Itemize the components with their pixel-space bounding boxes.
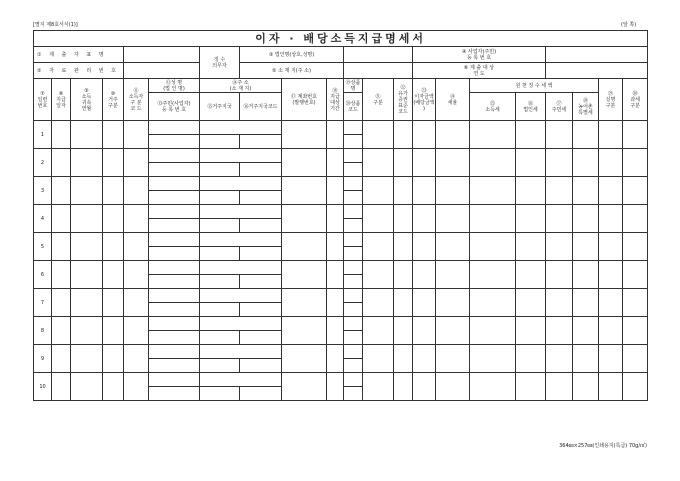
col-product-name: ⑲상품 명 <box>344 79 363 93</box>
cell[interactable] <box>623 149 648 177</box>
cell[interactable] <box>344 121 363 135</box>
form-id: [별지 제8호서식(1)] <box>33 22 78 28</box>
cell[interactable] <box>52 373 71 401</box>
cell[interactable] <box>240 387 282 401</box>
col-serial: ⑦ 일련 번호 <box>34 79 52 121</box>
cell[interactable] <box>149 149 200 163</box>
cell[interactable] <box>599 317 623 345</box>
cell[interactable] <box>282 345 327 373</box>
corp-name-value <box>344 47 413 63</box>
col-earner-code: ⑪ 소득자 구 분 코 드 <box>124 79 149 121</box>
cell[interactable] <box>282 205 327 233</box>
cell[interactable] <box>200 149 282 163</box>
cell[interactable] <box>240 247 282 261</box>
cell[interactable] <box>149 359 200 373</box>
cell[interactable] <box>623 177 648 205</box>
cell[interactable] <box>413 373 436 401</box>
cell[interactable] <box>546 373 573 401</box>
cell[interactable] <box>599 289 623 317</box>
cell[interactable] <box>200 317 282 331</box>
cell[interactable] <box>71 233 103 261</box>
cell[interactable] <box>470 289 516 317</box>
row-number: 3 <box>34 177 52 205</box>
address-label: ⑤ 소 재 지(주 소) <box>240 63 344 79</box>
cell[interactable] <box>149 135 200 149</box>
cell[interactable] <box>470 345 516 373</box>
cell[interactable] <box>470 261 516 289</box>
cell[interactable] <box>344 289 363 303</box>
cell[interactable] <box>516 373 546 401</box>
cell[interactable] <box>599 261 623 289</box>
col-security-code: ㉒ 유가 증권 표준 코드 <box>394 79 413 121</box>
cell[interactable] <box>363 149 394 177</box>
cell[interactable] <box>470 205 516 233</box>
cell[interactable] <box>344 233 363 247</box>
cell[interactable] <box>52 345 71 373</box>
cell[interactable] <box>200 163 240 177</box>
cell[interactable] <box>363 233 394 261</box>
cell[interactable] <box>240 303 282 317</box>
cell[interactable] <box>240 163 282 177</box>
cell[interactable] <box>623 261 648 289</box>
cell[interactable] <box>71 345 103 373</box>
cell[interactable] <box>327 149 344 177</box>
cell[interactable] <box>124 289 149 317</box>
cell[interactable] <box>149 331 200 345</box>
cell[interactable] <box>124 317 149 345</box>
cell[interactable] <box>149 261 200 275</box>
cell[interactable] <box>344 261 363 275</box>
cell[interactable] <box>282 177 327 205</box>
target-year-value <box>546 63 648 79</box>
cell[interactable] <box>200 177 282 191</box>
cell[interactable] <box>413 289 436 317</box>
cell[interactable] <box>599 177 623 205</box>
cell[interactable] <box>149 191 200 205</box>
cell[interactable] <box>103 205 124 233</box>
cell[interactable] <box>124 149 149 177</box>
cell[interactable] <box>573 345 599 373</box>
table-row <box>34 261 648 275</box>
data-mgmt-value <box>124 63 200 79</box>
cell[interactable] <box>394 261 413 289</box>
cell[interactable] <box>436 373 470 401</box>
cell[interactable] <box>124 373 149 401</box>
cell[interactable] <box>573 149 599 177</box>
cell[interactable] <box>436 317 470 345</box>
cell[interactable] <box>344 345 363 359</box>
col-name: ⑫성 명 (법 인 명) <box>149 79 200 93</box>
cell[interactable] <box>200 387 240 401</box>
col-resident-tax: ㉗ 주민세 <box>546 93 573 121</box>
cell[interactable] <box>436 289 470 317</box>
cell[interactable] <box>344 219 363 233</box>
submitter-value <box>124 47 200 63</box>
col-residence-code: ⑯거주지국코드 <box>240 93 282 121</box>
col-account: ⑰ 계좌번호 (발행번호) <box>282 79 327 121</box>
cell[interactable] <box>599 345 623 373</box>
col-tax-rate: ㉔ 세율 <box>436 79 470 121</box>
cell[interactable] <box>546 177 573 205</box>
cell[interactable] <box>344 205 363 219</box>
cell[interactable] <box>71 317 103 345</box>
cell[interactable] <box>71 205 103 233</box>
cell[interactable] <box>200 205 282 219</box>
cell[interactable] <box>436 121 470 149</box>
cell[interactable] <box>240 359 282 373</box>
cell[interactable] <box>546 317 573 345</box>
cell[interactable] <box>436 205 470 233</box>
cell[interactable] <box>282 373 327 401</box>
cell[interactable] <box>149 233 200 247</box>
cell[interactable] <box>623 121 648 149</box>
cell[interactable] <box>344 191 363 205</box>
cell[interactable] <box>71 121 103 149</box>
cell[interactable] <box>413 121 436 149</box>
cell[interactable] <box>546 261 573 289</box>
cell[interactable] <box>413 233 436 261</box>
cell[interactable] <box>344 275 363 289</box>
cell[interactable] <box>327 373 344 401</box>
cell[interactable] <box>103 233 124 261</box>
col-category: ㉑ 구분 <box>363 79 394 121</box>
cell[interactable] <box>413 205 436 233</box>
cell[interactable] <box>516 177 546 205</box>
table-row <box>34 345 648 359</box>
cell[interactable] <box>327 317 344 345</box>
cell[interactable] <box>344 149 363 163</box>
cell[interactable] <box>394 233 413 261</box>
cell[interactable] <box>103 345 124 373</box>
cell[interactable] <box>344 177 363 191</box>
paper-spec: 364㎜×257㎜(인쇄용지(특급) 70g/㎡) <box>559 443 647 449</box>
row-number: 10 <box>34 373 52 401</box>
col-pay-period: ⑱ 지급 대상 기간 <box>327 79 344 121</box>
cell[interactable] <box>282 289 327 317</box>
cell[interactable] <box>394 373 413 401</box>
cell[interactable] <box>344 359 363 373</box>
cell[interactable] <box>363 289 394 317</box>
cell[interactable] <box>52 205 71 233</box>
cell[interactable] <box>470 317 516 345</box>
cell[interactable] <box>124 177 149 205</box>
row-number: 1 <box>34 121 52 149</box>
table-row <box>34 149 648 163</box>
cell[interactable] <box>599 121 623 149</box>
cell[interactable] <box>470 233 516 261</box>
cell[interactable] <box>546 289 573 317</box>
cell[interactable] <box>516 121 546 149</box>
cell[interactable] <box>327 121 344 149</box>
cell[interactable] <box>103 121 124 149</box>
col-taxation: ㉚ 과세 구분 <box>623 79 648 121</box>
cell[interactable] <box>344 317 363 331</box>
cell[interactable] <box>394 149 413 177</box>
cell[interactable] <box>200 359 240 373</box>
cell[interactable] <box>71 261 103 289</box>
table-row <box>34 177 648 191</box>
cell[interactable] <box>516 233 546 261</box>
table-row <box>34 233 648 247</box>
cell[interactable] <box>516 345 546 373</box>
cell[interactable] <box>344 373 363 387</box>
cell[interactable] <box>573 261 599 289</box>
cell[interactable] <box>344 387 363 401</box>
cell[interactable] <box>470 121 516 149</box>
data-mgmt-label: ② 자 료 관 리 번 호 <box>34 63 124 79</box>
cell[interactable] <box>282 149 327 177</box>
corp-name-label: ③ 법인명(상호,성명) <box>240 47 344 63</box>
cell[interactable] <box>436 345 470 373</box>
cell[interactable] <box>436 261 470 289</box>
cell[interactable] <box>52 233 71 261</box>
cell[interactable] <box>363 261 394 289</box>
cell[interactable] <box>363 345 394 373</box>
cell[interactable] <box>200 331 240 345</box>
page-side: (앞 쪽) <box>621 22 637 28</box>
cell[interactable] <box>149 163 200 177</box>
cell[interactable] <box>516 261 546 289</box>
cell[interactable] <box>573 233 599 261</box>
cell[interactable] <box>516 289 546 317</box>
cell[interactable] <box>327 233 344 261</box>
col-residency: ⑩ 거주 구분 <box>103 79 124 121</box>
cell[interactable] <box>240 191 282 205</box>
cell[interactable] <box>327 289 344 317</box>
cell[interactable] <box>327 261 344 289</box>
cell[interactable] <box>103 373 124 401</box>
cell[interactable] <box>240 135 282 149</box>
cell[interactable] <box>200 219 240 233</box>
cell[interactable] <box>470 373 516 401</box>
cell[interactable] <box>546 121 573 149</box>
col-corp-tax: ㉖ 법인세 <box>516 93 546 121</box>
cell[interactable] <box>282 233 327 261</box>
cell[interactable] <box>103 261 124 289</box>
cell[interactable] <box>394 317 413 345</box>
cell[interactable] <box>282 121 327 149</box>
cell[interactable] <box>200 247 240 261</box>
cell[interactable] <box>394 205 413 233</box>
row-number: 8 <box>34 317 52 345</box>
cell[interactable] <box>599 205 623 233</box>
cell[interactable] <box>149 303 200 317</box>
cell[interactable] <box>200 289 282 303</box>
cell[interactable] <box>71 289 103 317</box>
business-reg-label: ④ 사업자(주민) 등 록 번 호 <box>413 47 546 63</box>
cell[interactable] <box>124 233 149 261</box>
cell[interactable] <box>200 261 282 275</box>
cell[interactable] <box>344 331 363 345</box>
cell[interactable] <box>282 317 327 345</box>
cell[interactable] <box>149 177 200 191</box>
cell[interactable] <box>149 345 200 359</box>
cell[interactable] <box>52 121 71 149</box>
cell[interactable] <box>573 373 599 401</box>
cell[interactable] <box>363 373 394 401</box>
cell[interactable] <box>71 373 103 401</box>
cell[interactable] <box>327 177 344 205</box>
cell[interactable] <box>71 177 103 205</box>
cell[interactable] <box>623 345 648 373</box>
cell[interactable] <box>71 149 103 177</box>
cell[interactable] <box>149 205 200 219</box>
cell[interactable] <box>413 177 436 205</box>
cell[interactable] <box>200 191 240 205</box>
cell[interactable] <box>394 289 413 317</box>
cell[interactable] <box>436 233 470 261</box>
row-number: 4 <box>34 205 52 233</box>
cell[interactable] <box>516 317 546 345</box>
cell[interactable] <box>394 121 413 149</box>
table-row <box>34 317 648 331</box>
col-rural-tax: ㉘ 농어촌 특별세 <box>573 93 599 121</box>
cell[interactable] <box>149 373 200 387</box>
cell[interactable] <box>470 149 516 177</box>
table-row <box>34 121 648 135</box>
cell[interactable] <box>149 387 200 401</box>
cell[interactable] <box>546 345 573 373</box>
cell[interactable] <box>363 177 394 205</box>
cell[interactable] <box>240 331 282 345</box>
cell[interactable] <box>149 219 200 233</box>
cell[interactable] <box>573 177 599 205</box>
cell[interactable] <box>413 317 436 345</box>
cell[interactable] <box>327 205 344 233</box>
cell[interactable] <box>623 317 648 345</box>
cell[interactable] <box>413 261 436 289</box>
cell[interactable] <box>124 261 149 289</box>
cell[interactable] <box>546 233 573 261</box>
col-income-tax: ㉕ 소득세 <box>470 93 516 121</box>
table-row <box>34 373 648 387</box>
table-row <box>34 289 648 303</box>
row-number: 6 <box>34 261 52 289</box>
col-product-code: ⑳상품코드 <box>344 93 363 121</box>
cell[interactable] <box>546 205 573 233</box>
cell[interactable] <box>52 317 71 345</box>
row-number: 9 <box>34 345 52 373</box>
col-withholding-header: 원 천 징 수 세 액 <box>470 79 599 93</box>
cell[interactable] <box>52 177 71 205</box>
cell[interactable] <box>573 289 599 317</box>
cell[interactable] <box>623 373 648 401</box>
cell[interactable] <box>200 135 240 149</box>
submitter-label: ① 제 출 자 표 명 <box>34 47 124 63</box>
cell[interactable] <box>363 205 394 233</box>
cell[interactable] <box>546 149 573 177</box>
col-reg-number: ⑬주민(사업자) 등 록 번 호 <box>149 93 200 121</box>
cell[interactable] <box>124 205 149 233</box>
withholder-label: 징 수 의무자 <box>200 47 240 79</box>
cell[interactable] <box>149 247 200 261</box>
cell[interactable] <box>599 149 623 177</box>
cell[interactable] <box>200 303 240 317</box>
form-table <box>33 30 648 401</box>
cell[interactable] <box>200 345 282 359</box>
cell[interactable] <box>363 121 394 149</box>
cell[interactable] <box>149 121 200 135</box>
cell[interactable] <box>103 149 124 177</box>
cell[interactable] <box>52 149 71 177</box>
cell[interactable] <box>149 317 200 331</box>
cell[interactable] <box>124 121 149 149</box>
cell[interactable] <box>413 345 436 373</box>
cell[interactable] <box>200 233 282 247</box>
cell[interactable] <box>149 289 200 303</box>
target-year-label: ⑥ 제 출 대 상 연 도 <box>413 63 546 79</box>
cell[interactable] <box>124 345 149 373</box>
cell[interactable] <box>573 205 599 233</box>
cell[interactable] <box>103 177 124 205</box>
cell[interactable] <box>327 345 344 373</box>
cell[interactable] <box>200 275 240 289</box>
col-interest-amount: ㉓ 이자금액 (배당금액 ) <box>413 79 436 121</box>
cell[interactable] <box>344 163 363 177</box>
cell[interactable] <box>516 205 546 233</box>
cell[interactable] <box>573 317 599 345</box>
cell[interactable] <box>436 177 470 205</box>
cell[interactable] <box>394 345 413 373</box>
cell[interactable] <box>394 177 413 205</box>
cell[interactable] <box>623 289 648 317</box>
cell[interactable] <box>200 373 282 387</box>
cell[interactable] <box>52 261 71 289</box>
cell[interactable] <box>623 233 648 261</box>
cell[interactable] <box>623 205 648 233</box>
row-number: 5 <box>34 233 52 261</box>
cell[interactable] <box>240 219 282 233</box>
business-reg-value <box>546 47 648 63</box>
row-number: 7 <box>34 289 52 317</box>
cell[interactable] <box>436 149 470 177</box>
cell[interactable] <box>470 177 516 205</box>
cell[interactable] <box>573 121 599 149</box>
cell[interactable] <box>599 373 623 401</box>
cell[interactable] <box>240 275 282 289</box>
form-title: 이자 · 배당소득지급명세서 <box>34 31 648 47</box>
cell[interactable] <box>149 275 200 289</box>
cell[interactable] <box>344 303 363 317</box>
cell[interactable] <box>516 149 546 177</box>
row-number: 2 <box>34 149 52 177</box>
col-income-period: ⑨ 소득 귀속 연월 <box>71 79 103 121</box>
table-row <box>34 205 648 219</box>
cell[interactable] <box>344 135 363 149</box>
cell[interactable] <box>599 233 623 261</box>
cell[interactable] <box>344 247 363 261</box>
col-residence-country: ⑮거주지국 <box>200 93 240 121</box>
cell[interactable] <box>200 121 282 135</box>
col-address: ⑭주 소 (소 재 지) <box>200 79 282 93</box>
cell[interactable] <box>52 289 71 317</box>
cell[interactable] <box>103 289 124 317</box>
address-value <box>344 63 413 79</box>
cell[interactable] <box>413 149 436 177</box>
col-pay-date: ⑧ 지급 일자 <box>52 79 71 121</box>
cell[interactable] <box>363 317 394 345</box>
col-real-name: ㉙ 실명 구분 <box>599 79 623 121</box>
cell[interactable] <box>103 317 124 345</box>
cell[interactable] <box>282 261 327 289</box>
